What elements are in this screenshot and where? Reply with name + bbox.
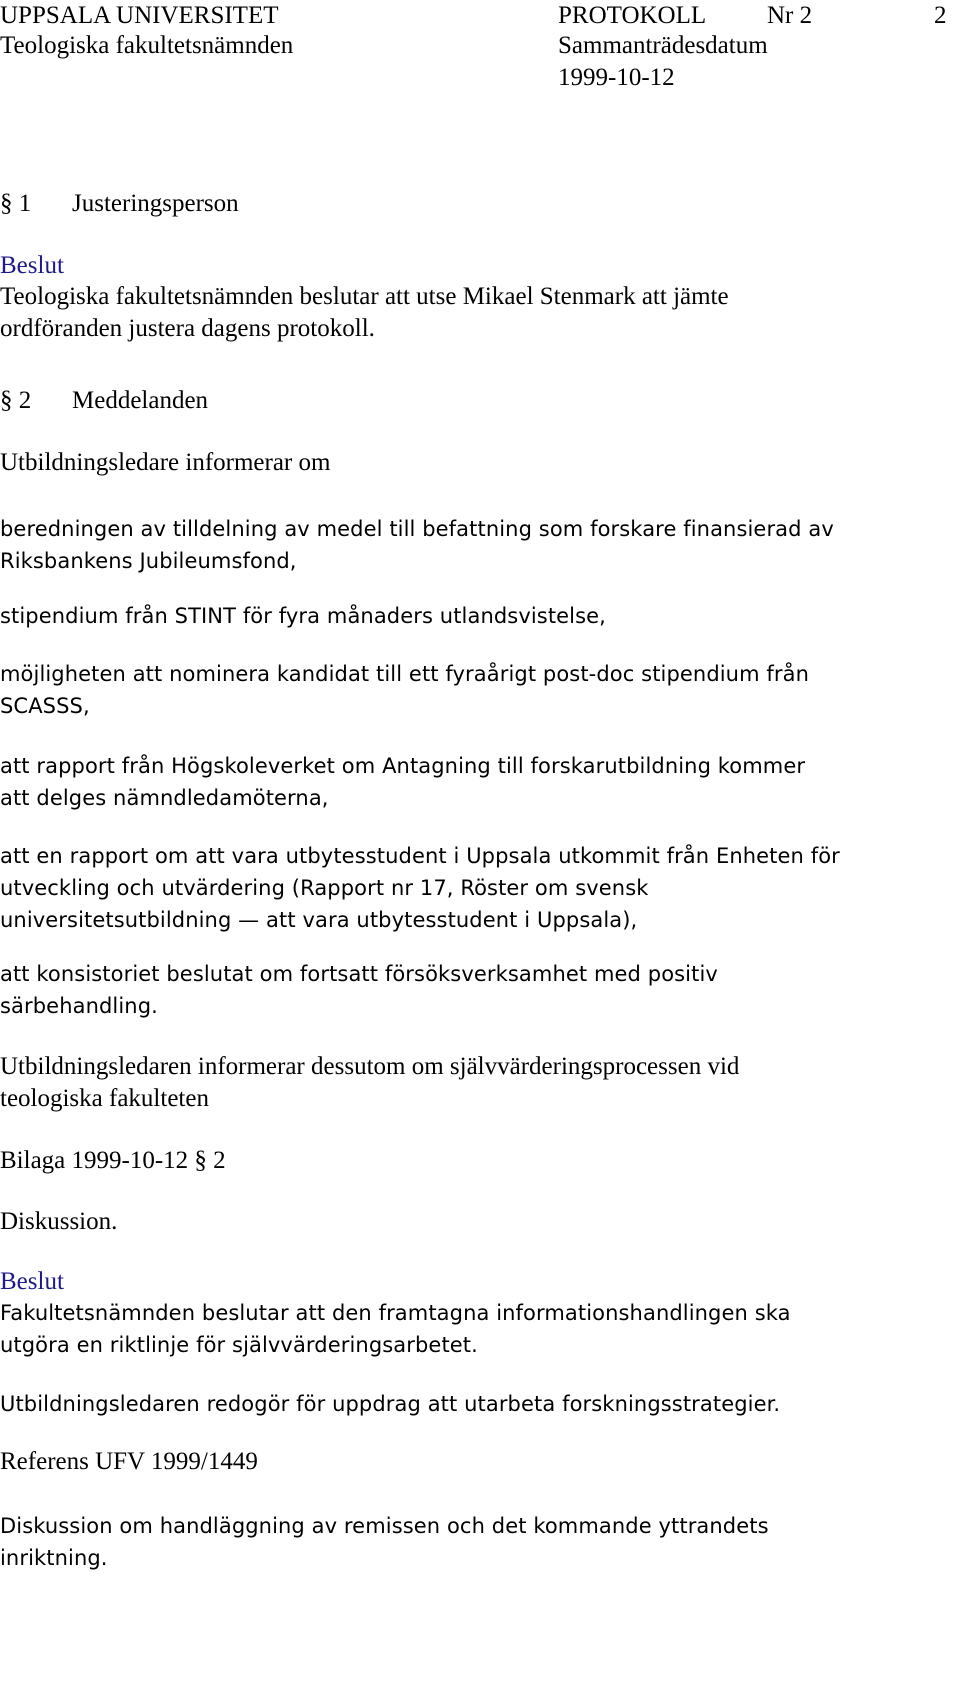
self-evaluation-paragraph <box>0 1051 950 1115</box>
announcement-line: att konsistoriet beslutat om fortsatt försöksverksamhet med positiv <box>0 962 718 986</box>
announcement-item <box>0 750 950 814</box>
announcement-line: att rapport från Högskoleverket om Antagning till forskarutbildning kommer <box>0 754 806 778</box>
section-2-number <box>0 385 72 417</box>
final-discussion-line: Diskussion om handläggning av remissen och det kommande yttrandets <box>0 1514 769 1538</box>
section-2-title: Meddelanden <box>72 387 209 414</box>
section-number: 2 <box>18 387 32 414</box>
decision-line: Fakultetsnämnden beslutar att den framtagna informationshandlingen ska <box>0 1301 791 1325</box>
self-evaluation-line: Utbildningsledaren informerar dessutom om självvärderingsprocessen vid <box>0 1053 740 1080</box>
self-evaluation-line: teologiska fakulteten <box>0 1085 209 1112</box>
header-university: UPPSALA UNIVERSITET <box>0 2 279 29</box>
announcement-item <box>0 658 950 722</box>
announcement-line: särbehandling. <box>0 994 158 1018</box>
section-2-decision-text <box>0 1297 950 1361</box>
announcement-line: beredningen av tilldelning av medel till befattning som forskare finansierad av <box>0 517 834 541</box>
decision-line: ordföranden justera dagens protokoll. <box>0 315 375 342</box>
section-1-title: Justeringsperson <box>72 190 239 217</box>
header-meeting-date-label: Sammanträdesdatum <box>558 32 768 59</box>
section-1-number <box>0 188 72 220</box>
attachment-reference: Bilaga 1999-10-12 § 2 <box>0 1147 226 1174</box>
section-1-heading <box>0 188 239 220</box>
discussion-note: Diskussion. <box>0 1208 118 1235</box>
section-1-decision-text <box>0 281 950 345</box>
section-symbol: § <box>0 387 13 414</box>
announcement-line: universitetsutbildning — att vara utbytesstudent i Uppsala), <box>0 908 638 932</box>
decision-line: Teologiska fakultetsnämnden beslutar att utse Mikael Stenmark att jämte <box>0 283 729 310</box>
header-page-number: 2 <box>934 2 947 29</box>
section-2-heading <box>0 385 208 417</box>
case-reference: Referens UFV 1999/1449 <box>0 1448 258 1475</box>
announcement-line: Riksbankens Jubileumsfond, <box>0 549 297 573</box>
final-discussion-line: inriktning. <box>0 1546 108 1570</box>
announcement-item <box>0 513 950 577</box>
announcement-line: att en rapport om att vara utbytesstudent i Uppsala utkommit från Enheten för <box>0 844 840 868</box>
section-number: 1 <box>18 190 32 217</box>
section-2-decision-label: Beslut <box>0 1268 64 1295</box>
header-protocol-number: Nr 2 <box>767 2 813 29</box>
section-2-intro: Utbildningsledare informerar om <box>0 449 331 476</box>
announcement-line: SCASSS, <box>0 694 90 718</box>
announcement-line: utveckling och utvärdering (Rapport nr 17, Röster om svensk <box>0 876 649 900</box>
decision-line: utgöra en riktlinje för självvärderingsarbetet. <box>0 1333 478 1357</box>
final-discussion-paragraph <box>0 1510 950 1574</box>
header-doc-type: PROTOKOLL <box>558 2 707 29</box>
section-1-decision-label: Beslut <box>0 252 64 279</box>
section-symbol: § <box>0 190 13 217</box>
announcement-line: stipendium från STINT för fyra månaders utlandsvistelse, <box>0 604 606 628</box>
strategy-paragraph <box>0 1388 950 1420</box>
announcement-item <box>0 600 950 632</box>
announcement-line: möjligheten att nominera kandidat till ett fyraårigt post-doc stipendium från <box>0 662 810 686</box>
announcement-line: att delges nämndledamöterna, <box>0 786 329 810</box>
header-meeting-date: 1999-10-12 <box>558 64 675 91</box>
announcement-item <box>0 958 950 1022</box>
strategy-line: Utbildningsledaren redogör för uppdrag att utarbeta forskningsstrategier. <box>0 1392 781 1416</box>
header-faculty-board: Teologiska fakultetsnämnden <box>0 32 294 59</box>
announcement-item <box>0 840 950 936</box>
